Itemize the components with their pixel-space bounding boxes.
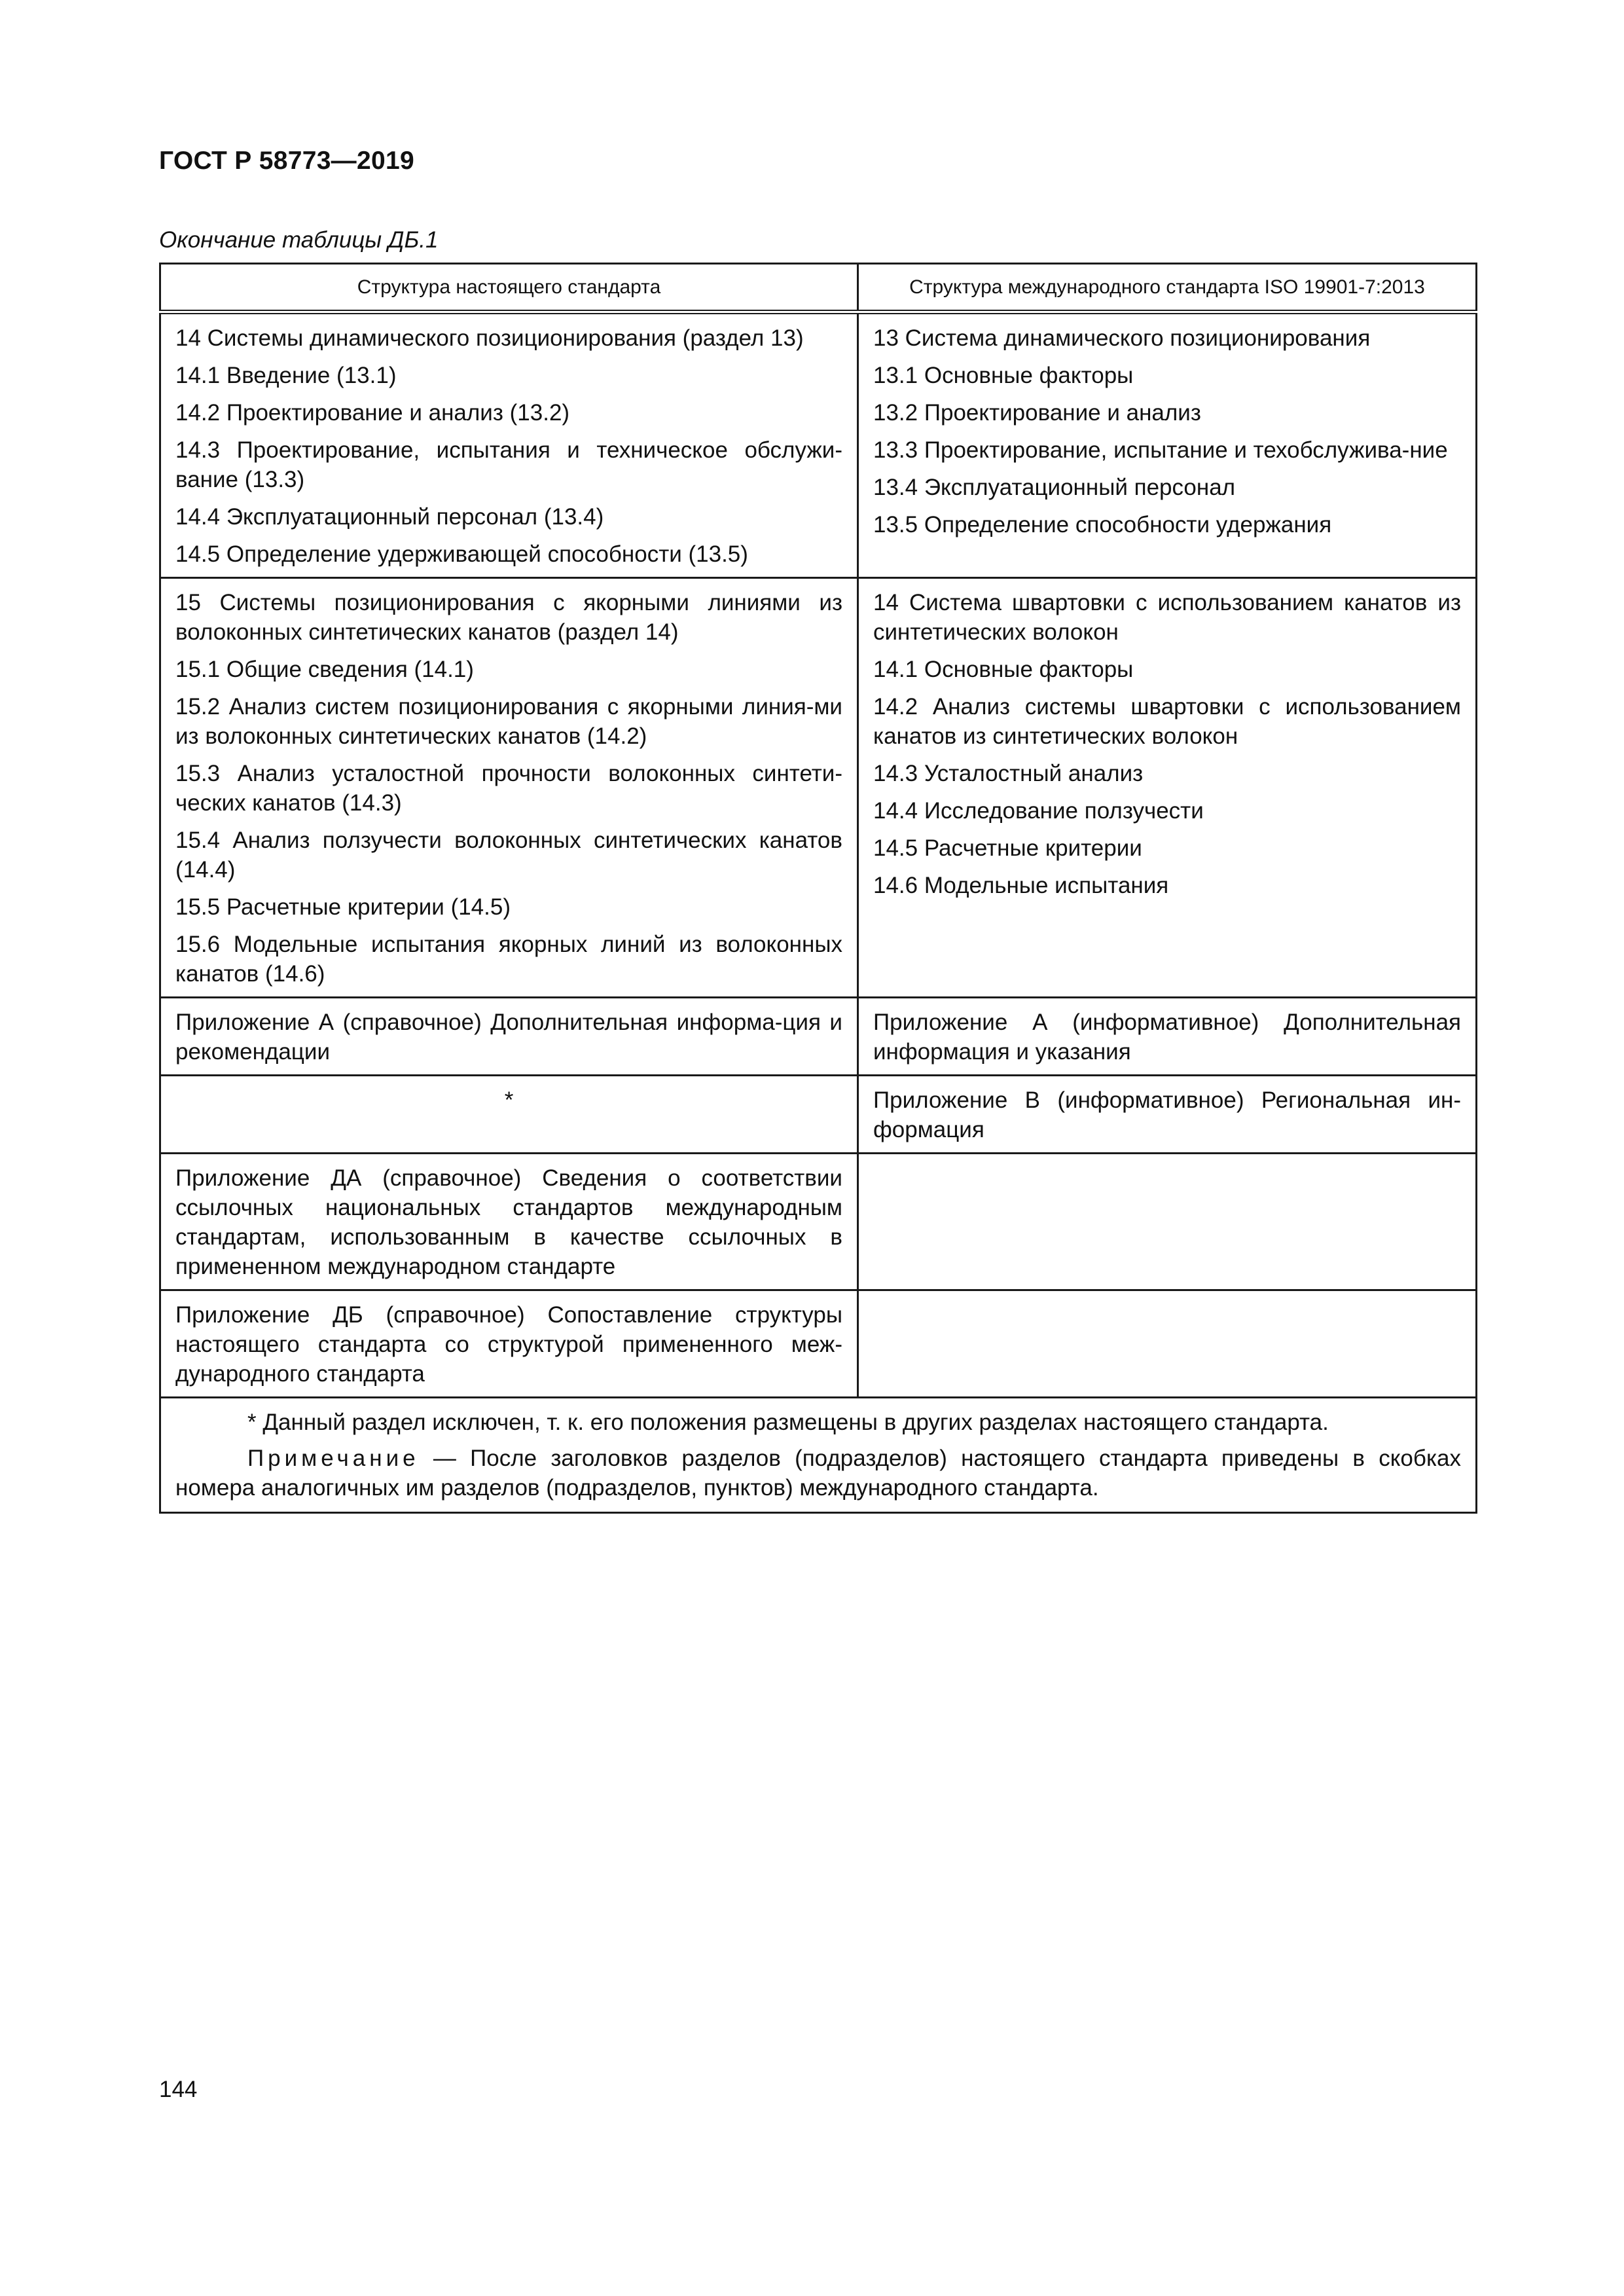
section-line: 14.5 Определение удерживающей способности (13.5) xyxy=(175,541,748,567)
table-row xyxy=(160,1154,1477,1290)
comparison-table-wrapper xyxy=(159,263,1475,1514)
annex-line: Приложение ДБ (справочное) Сопоставление структуры настоящего стандарта со структурой примененного меж-дународного стандарта xyxy=(175,1302,842,1387)
document-header: ГОСТ Р 58773—2019 xyxy=(159,147,414,175)
national-cell xyxy=(160,312,858,578)
table-row xyxy=(160,1076,1477,1154)
international-cell-empty xyxy=(858,1290,1477,1398)
table-row xyxy=(160,312,1477,578)
section-line: 14 Система швартовки с использованием канатов из синтетических волокон xyxy=(873,590,1461,645)
footnote-cell xyxy=(160,1398,1477,1513)
section-line: 15 Системы позиционирования с якорными линиями из волоконных синтетических канатов (раздел 14) xyxy=(175,590,842,645)
section-line: 14.2 Анализ системы швартовки с использованием канатов из синтетических волокон xyxy=(873,694,1461,749)
structure-comparison-table xyxy=(159,263,1477,1514)
section-line: 15.2 Анализ систем позиционирования с якорными линия-ми из волоконных синтетических канатов (14.2) xyxy=(175,694,842,749)
annex-line: Приложение В (информативное) Региональная ин-формация xyxy=(873,1087,1461,1142)
table-header-row xyxy=(160,264,1477,312)
national-cell xyxy=(160,1076,858,1154)
section-line: 13 Система динамического позиционирования xyxy=(873,325,1371,351)
section-line: 14.3 Усталостный анализ xyxy=(873,761,1144,786)
national-cell xyxy=(160,578,858,998)
section-line: 13.5 Определение способности удержания xyxy=(873,512,1332,538)
section-line: 14.6 Модельные испытания xyxy=(873,873,1169,898)
section-line: 15.6 Модельные испытания якорных линий из волоконных канатов (14.6) xyxy=(175,932,842,987)
section-line: 14.1 Основные факторы xyxy=(873,657,1134,682)
note-text: — После заголовков разделов (подразделов) настоящего стандарта приведены в скобках номера аналогичных им разделов (подразделов, пунктов) международного стандарта. xyxy=(175,1446,1461,1501)
international-cell xyxy=(858,1076,1477,1154)
international-cell xyxy=(858,998,1477,1076)
annex-line: Приложение А (справочное) Дополнительная информа-ция и рекомендации xyxy=(175,1010,842,1065)
column-header-international: Структура международного стандарта ISO 19901-7:2013 xyxy=(858,264,1477,312)
section-line: 14.4 Исследование ползучести xyxy=(873,798,1204,824)
note-label: Примечание xyxy=(247,1446,420,1471)
national-cell xyxy=(160,998,858,1076)
section-line: 14.2 Проектирование и анализ (13.2) xyxy=(175,400,570,426)
section-line: 13.1 Основные факторы xyxy=(873,363,1134,388)
section-line: 13.2 Проектирование и анализ xyxy=(873,400,1201,426)
section-line: 15.4 Анализ ползучести волоконных синтетических канатов (14.4) xyxy=(175,828,842,883)
section-line: 15.1 Общие сведения (14.1) xyxy=(175,657,474,682)
international-cell-empty xyxy=(858,1154,1477,1290)
page-number: 144 xyxy=(159,2077,198,2102)
section-line: 14 Системы динамического позиционирования (раздел 13) xyxy=(175,325,804,351)
section-line: 15.3 Анализ усталостной прочности волоконных синтети-ческих канатов (14.3) xyxy=(175,761,842,816)
footnote: * Данный раздел исключен, т. к. его положения размещены в других разделах настоящего стандарта. xyxy=(247,1410,1329,1435)
table-caption: Окончание таблицы ДБ.1 xyxy=(159,227,439,253)
international-cell xyxy=(858,312,1477,578)
table-footnote-row xyxy=(160,1398,1477,1513)
section-line: 14.1 Введение (13.1) xyxy=(175,363,397,388)
section-line: 14.5 Расчетные критерии xyxy=(873,835,1142,861)
excluded-marker: * xyxy=(504,1087,514,1113)
section-line: 13.3 Проектирование, испытание и техобслужива-ние xyxy=(873,437,1448,463)
table-row xyxy=(160,578,1477,998)
annex-line: Приложение ДА (справочное) Сведения о соответствии ссылочных национальных стандартов международным стандартам, использованным в качестве ссылочных в примененном международном стандарте xyxy=(175,1165,842,1279)
section-line: 14.4 Эксплуатационный персонал (13.4) xyxy=(175,504,604,530)
international-cell xyxy=(858,578,1477,998)
table-row xyxy=(160,1290,1477,1398)
table-note xyxy=(175,1444,1461,1503)
national-cell xyxy=(160,1154,858,1290)
column-header-national: Структура настоящего стандарта xyxy=(160,264,858,312)
table-row xyxy=(160,998,1477,1076)
section-line: 15.5 Расчетные критерии (14.5) xyxy=(175,894,511,920)
section-line: 14.3 Проектирование, испытания и техническое обслужи-вание (13.3) xyxy=(175,437,842,492)
section-line: 13.4 Эксплуатационный персонал xyxy=(873,475,1236,500)
annex-line: Приложение А (информативное) Дополнительная информация и указания xyxy=(873,1010,1461,1065)
national-cell xyxy=(160,1290,858,1398)
